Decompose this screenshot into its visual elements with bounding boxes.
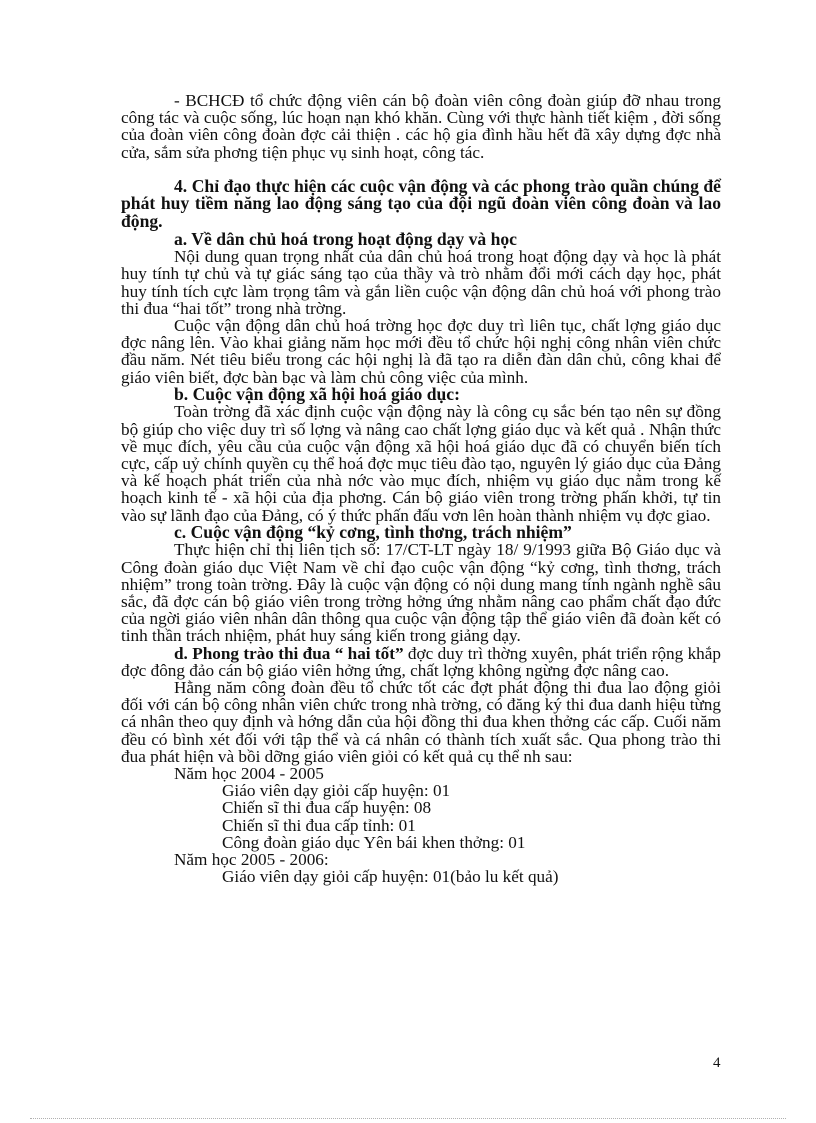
paragraph-a1: Nội dung quan trọng nhất của dân chủ hoá trong hoạt động dạy và học là phát huy tính tự chủ và tự giác sáng tạo của thầy và trò nhằm đổi mới cách dạy học, phát huy tính tích cực làm trọng tâm và gắn liền cuộc vận động dân chủ hoá với phong trào thi đua “hai tốt” trong nhà trờng.: [121, 247, 721, 318]
paragraph-b1: Toàn trờng đã xác định cuộc vận động này là công cụ sắc bén tạo nên sự đồng bộ giúp cho việc duy trì số lợng và nâng cao chất lợng giáo dục và kết quả . Nhận thức về mục đích, yêu cầu của cuộc vận động xã hội hoá giáo dục đã có chuyển biến tích cực, cấp uỷ chính quyền cụ thể hoá đợc mục tiêu đào tạo, nguyên lý giáo dục của Đảng và kế hoạch phát triển của nhà nớc vào mục đích, nhiệm vụ giáo dục nằm trong kế hoạch kinh tế - xã hội của địa phơng. Cán bộ giáo viên trong trờng phấn khởi, tự tin vào sự lãnh đạo của Đảng, có ý thức phấn đấu vơn lên hoàn thành nhiệm vụ đợc giao.: [121, 402, 721, 525]
paragraph-d1: Hằng năm công đoàn đều tổ chức tốt các đợt phát động thi đua lao động giỏi đối với cán bộ công nhân viên chức trong nhà trờng, có đăng ký thi đua danh hiệu từng cá nhân theo quy định và hớng dẫn của hội đồng thi đua khen thởng các cấp. Cuối năm đều có bình xét đối với tập thể và cá nhân có thành tích xuất sắc. Qua phong trào thi đua phát hiện và bồi dỡng giáo viên giỏi có kết quả cụ thể nh sau:: [121, 678, 721, 766]
page-bottom-divider: [30, 1118, 786, 1119]
paragraph-a2: Cuộc vận động dân chủ hoá trờng học đợc duy trì liên tục, chất lợng giáo dục đợc nâng lên. Vào khai giảng năm học mới đều tổ chức hội nghị công nhân viên chức đầu năm. Nét tiêu biểu trong các hội nghị là đã tạo ra diễn đàn dân chủ, công khai để giáo viên biết, đợc bàn bạc và làm chủ công việc của mình.: [121, 316, 721, 387]
page-number: 4: [713, 1055, 721, 1071]
paragraph-c1: Thực hiện chỉ thị liên tịch số: 17/CT-LT ngày 18/ 9/1993 giữa Bộ Giáo dục và Công đoàn giáo dục Việt Nam về chỉ đạo cuộc vận động “kỷ cơng, tình thơng, trách nhiệm” trong toàn trờng. Đây là cuộc vận động có nội dung mang tính ngành nghề sâu sắc, đã đợc cán bộ giáo viên trong trờng hởng ứng nhằm nâng cao phẩm chất đạo đức của ngời giáo viên nhân dân thông qua cuộc vận động tập thể giáo viên đã đoàn kết có tinh thần trách nhiệm, phát huy sáng kiến trong giảng dạy.: [121, 540, 721, 646]
year-label-2004: Năm học 2004 - 2005: [174, 764, 324, 784]
result-item: Giáo viên dạy giỏi cấp huyện: 01: [222, 781, 451, 801]
section-heading-4: 4. Chỉ đạo thực hiện các cuộc vận động và các phong trào quần chúng để phát huy tiềm năng lao động sáng tạo của đội ngũ đoàn viên công đoàn và lao động.: [121, 175, 721, 231]
result-item: Công đoàn giáo dục Yên bái khen thởng: 01: [222, 832, 526, 852]
result-item: Chiến sĩ thi đua cấp huyện: 08: [222, 798, 432, 818]
subheading-c: c. Cuộc vận động “kỷ cơng, tình thơng, trách nhiệm”: [174, 521, 572, 542]
subheading-d: d. Phong trào thi đua “ hai tốt”: [174, 643, 404, 663]
paragraph-d-intro-text: đợc duy trì thờng xuyên, phát triển rộng khắp đợc đông đảo cán bộ giáo viên hởng ứng, chất lợng không ngừng đợc nâng cao.: [121, 643, 721, 680]
subheading-b: b. Cuộc vận động xã hội hoá giáo dục:: [174, 383, 460, 404]
result-item: Chiến sĩ thi đua cấp tỉnh: 01: [222, 815, 416, 835]
paragraph-union-support: - BCHCĐ tổ chức động viên cán bộ đoàn viên công đoàn giúp đỡ nhau trong công tác và cuộc sống, lúc hoạn nạn khó khăn. Cùng với thực hành tiết kiệm , đời sống của đoàn viên công đoàn đợc cải thiện . các hộ gia đình hầu hết đã xây dựng đợc nhà cửa, sắm sửa phơng tiện phục vụ sinh hoạt, công tác.: [121, 91, 721, 162]
subheading-a: a. Về dân chủ hoá trong hoạt động dạy và học: [174, 228, 517, 249]
year-label-2005: Năm học 2005 - 2006:: [174, 850, 329, 870]
result-item: Giáo viên dạy giỏi cấp huyện: 01(bảo lu kết quả): [222, 867, 559, 887]
paragraph-d-intro: [121, 645, 721, 679]
document-page: [121, 92, 721, 885]
